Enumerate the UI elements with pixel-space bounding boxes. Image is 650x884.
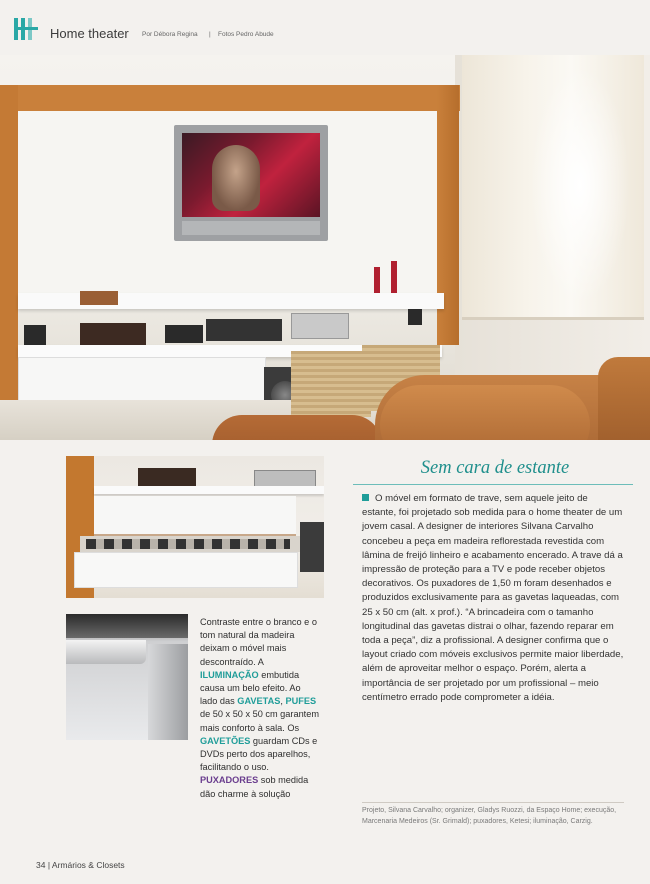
sofa-arm bbox=[212, 415, 382, 440]
wood-beam bbox=[0, 85, 460, 111]
decor-vase bbox=[374, 267, 380, 293]
decor-box bbox=[80, 291, 118, 305]
caption-keyword: PUFES bbox=[285, 696, 317, 707]
caption-keyword: GAVETAS bbox=[237, 696, 281, 707]
dvd-player bbox=[291, 313, 349, 339]
article-body: O móvel em formato de trave, sem aquele jeito de estante, foi projetado sob medida para o home theater de um jovem casal. A designer de interiores Silvana Carvalho concebeu a peça em madeira reflorestada revestida com lâmina de freijó linheiro e acabamento encerado. A trave dá a impressão de proteção para a TV e pode receber objetos decorativos. Os puxadores de 1,50 m foram desenhados e produzidos exclusivamente para as gavetas laqueadas, com 25 x 50 cm (alt. x prof.). “A brincadeira com o tamanho longitudinal das gavetas distrai o olhar, fazendo reparar em toda a peça”, diz a profissional. A designer confirma que o layout criado com móveis exclusivos permite maior liberdade, além de aproveitar melhor o espaço. Porém, alerta a importância de ser projetado por um profissional – meio centímetro errado pode comprometer a idéia. bbox=[362, 493, 624, 703]
detail-photo-handle bbox=[66, 614, 188, 740]
author-credit: Por Débora Regina bbox=[142, 31, 198, 38]
caption-keyword: GAVETÕES bbox=[200, 735, 251, 746]
caption-keyword: ILUMINAÇÃO bbox=[200, 669, 259, 680]
section-logo-icon bbox=[14, 18, 42, 40]
page-header bbox=[0, 0, 650, 60]
title-divider bbox=[353, 484, 633, 485]
television bbox=[174, 125, 328, 241]
photographer-credit: Fotos Pedro Abude bbox=[218, 31, 274, 38]
decor-vase bbox=[391, 261, 397, 293]
detail-photo-drawers bbox=[66, 456, 324, 598]
page-footer: 34 | Armários & Closets bbox=[36, 860, 125, 870]
caption-keyword: PUXADORES bbox=[200, 775, 259, 786]
hero-photo bbox=[0, 55, 650, 440]
article-title: Sem cara de estante bbox=[420, 458, 570, 478]
project-credits: Projeto, Silvana Carvalho; organizer, Gladys Ruozzi, da Espaço Home; execução, Marcenaria Medeiros (Sr. Grimald); puxadores, Ketesi; iluminação, Carzig. bbox=[362, 802, 624, 827]
section-title: Home theater bbox=[50, 26, 129, 41]
pouf bbox=[291, 351, 371, 417]
bullet-icon bbox=[362, 494, 369, 501]
photo-caption: Contraste entre o branco e o tom natural da madeira deixam o móvel mais descontraído. A ILUMINAÇÃO embutida causa um belo efeito. Ao lado das GAVETAS, PUFES de 50 x 50 x 50 cm garantem mais conforto à sala. Os GAVETÕES guardam CDs e DVDs perto dos aparelhos, facilitando o uso. PUXADORES sob medida dão charme à solução bbox=[200, 617, 319, 799]
credit-separator: | bbox=[209, 31, 211, 38]
